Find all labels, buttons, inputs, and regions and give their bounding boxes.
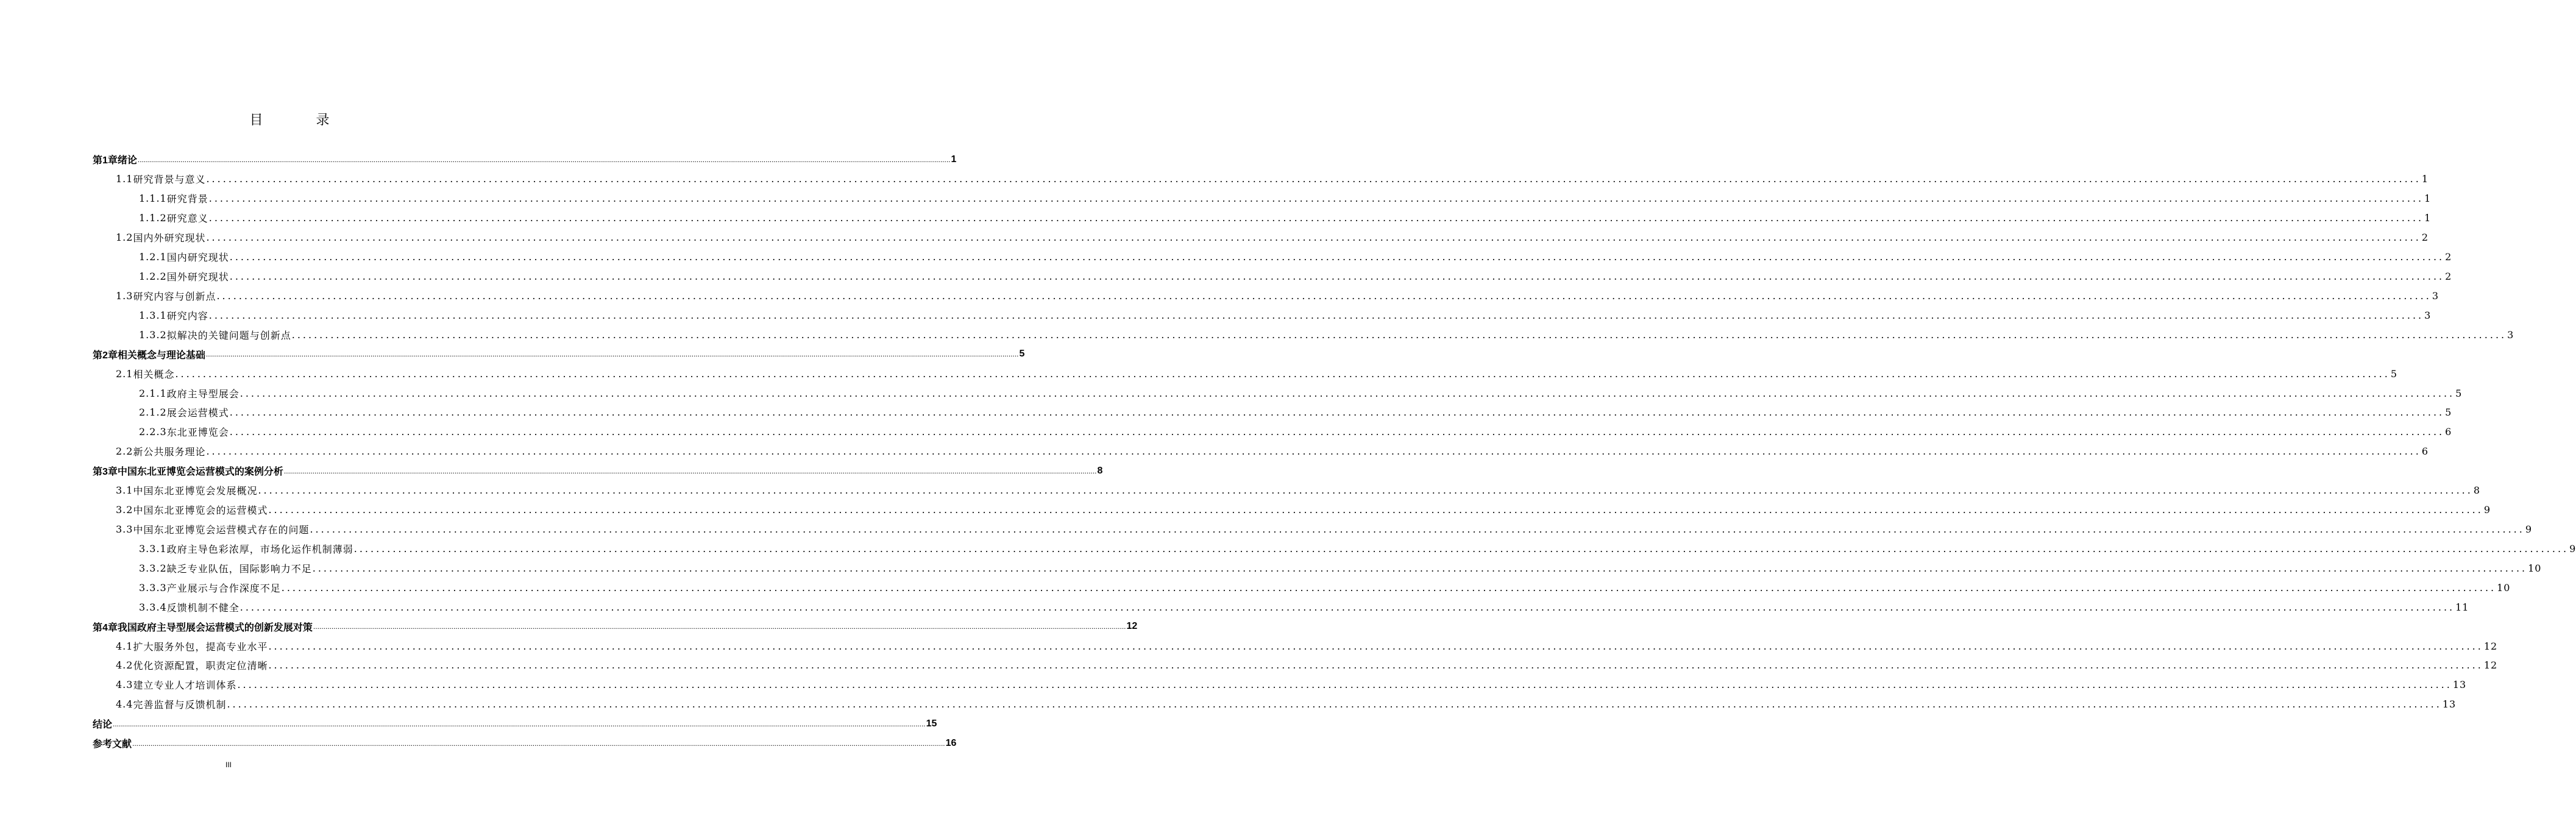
toc-entry-page: 5	[1019, 349, 1025, 360]
toc-entry-title: 参考文献	[93, 739, 132, 750]
toc-entry-number: 3.2	[116, 504, 133, 516]
toc-entry-title: 中国东北亚博览会发展概况	[133, 485, 258, 497]
toc-entry-title: 国内外研究现状	[133, 232, 206, 244]
toc-entry-page: 1	[2424, 193, 2432, 205]
toc-entry-title: 缺乏专业队伍，国际影响力不足	[166, 562, 312, 575]
toc-entry-title: 研究意义	[166, 213, 208, 225]
toc-entry[interactable]	[93, 305, 2432, 325]
toc-entry[interactable]	[93, 617, 1138, 636]
dot-leader: ................................................................................................................................................................................................................................................................................................................................................................................................................	[258, 484, 2473, 497]
toc-entry-page: 16	[945, 737, 957, 748]
toc-entry[interactable]	[93, 442, 2429, 461]
toc-entry-page: 10	[2497, 581, 2511, 594]
toc-entry-title: 东北亚博览会	[166, 427, 229, 439]
dot-leader: ................................................................................................................................................................................................................................................................................................................................................................................................................	[208, 309, 2424, 321]
toc-entry-page: 1	[951, 154, 957, 165]
toc-entry-page: 12	[2483, 659, 2498, 672]
toc-entry-number: 3.3.1	[139, 542, 167, 555]
dot-leader: ................................................................................................................................................................................................................................................................................................................................................................................................................	[132, 739, 945, 748]
toc-entry-page: 12	[1126, 621, 1138, 632]
toc-entry-page: 9	[2569, 542, 2576, 555]
toc-entry-page: 3	[2432, 289, 2439, 302]
toc-entry[interactable]	[93, 714, 937, 734]
dot-leader: ................................................................................................................................................................................................................................................................................................................................................................................................................	[205, 350, 1019, 359]
toc-entry-title: 国外研究现状	[166, 271, 229, 283]
toc-entry-page: 5	[2445, 406, 2452, 419]
table-of-contents	[93, 150, 2576, 753]
toc-entry-page: 13	[2452, 679, 2467, 691]
toc-entry[interactable]	[93, 481, 2481, 500]
dot-leader: ................................................................................................................................................................................................................................................................................................................................................................................................................	[175, 367, 2390, 380]
toc-entry[interactable]	[93, 675, 2467, 695]
toc-entry-number: 3.1	[116, 484, 133, 497]
toc-entry-title: 完善监督与反馈机制	[133, 699, 227, 711]
dot-leader: ................................................................................................................................................................................................................................................................................................................................................................................................................	[237, 679, 2452, 691]
toc-entry-page: 15	[926, 718, 937, 729]
toc-entry-page: 1	[2421, 173, 2429, 185]
toc-entry[interactable]	[93, 247, 2452, 267]
dot-leader: ................................................................................................................................................................................................................................................................................................................................................................................................................	[206, 232, 2421, 244]
dot-leader: ................................................................................................................................................................................................................................................................................................................................................................................................................	[229, 251, 2445, 263]
toc-entry-page: 8	[2473, 484, 2481, 497]
toc-entry[interactable]	[93, 189, 2432, 208]
toc-entry-title: 产业展示与合作深度不足	[166, 582, 281, 594]
toc-entry-title: 国内研究现状	[166, 252, 229, 264]
toc-entry[interactable]	[93, 695, 2457, 714]
toc-entry-page: 6	[2445, 426, 2452, 438]
dot-leader: ................................................................................................................................................................................................................................................................................................................................................................................................................	[208, 212, 2424, 224]
dot-leader: ................................................................................................................................................................................................................................................................................................................................................................................................................	[353, 542, 2569, 555]
toc-entry[interactable]	[93, 539, 2576, 558]
toc-entry[interactable]	[93, 208, 2432, 228]
dot-leader: ................................................................................................................................................................................................................................................................................................................................................................................................................	[206, 173, 2421, 185]
toc-entry-number: 4.3	[116, 679, 133, 691]
toc-entry-number: 2.2	[116, 445, 133, 458]
toc-entry[interactable]	[93, 597, 2469, 617]
toc-entry-number: 4.2	[116, 659, 133, 672]
toc-entry-page: 13	[2442, 698, 2457, 711]
dot-leader: ................................................................................................................................................................................................................................................................................................................................................................................................................	[137, 155, 951, 164]
toc-entry[interactable]	[93, 169, 2429, 189]
dot-leader: ................................................................................................................................................................................................................................................................................................................................................................................................................	[310, 523, 2525, 535]
toc-entry-page: 8	[1097, 465, 1103, 476]
dot-leader: ................................................................................................................................................................................................................................................................................................................................................................................................................	[229, 406, 2445, 419]
toc-entry[interactable]	[93, 578, 2511, 597]
toc-entry-page: 10	[2528, 562, 2542, 574]
toc-entry[interactable]	[93, 383, 2463, 403]
toc-entry-title: 建立专业人才培训体系	[133, 679, 237, 692]
toc-entry-number: 2.1.2	[139, 406, 167, 419]
toc-entry-title: 相关概念与理论基础	[117, 350, 205, 361]
toc-entry-number: 1.1.1	[139, 193, 167, 205]
toc-entry-title: 拟解决的关键问题与创新点	[166, 329, 291, 341]
toc-entry-number: 1.3.1	[139, 309, 167, 321]
dot-leader: ................................................................................................................................................................................................................................................................................................................................................................................................................	[313, 622, 1126, 631]
dot-leader: ................................................................................................................................................................................................................................................................................................................................................................................................................	[268, 504, 2483, 516]
toc-entry-number: 3.3	[116, 523, 133, 535]
toc-entry-title: 研究背景与意义	[133, 174, 206, 186]
toc-entry-title: 研究内容	[166, 310, 208, 322]
toc-entry-title: 研究背景	[166, 193, 208, 205]
dot-leader: ................................................................................................................................................................................................................................................................................................................................................................................................................	[216, 289, 2432, 302]
toc-entry[interactable]	[93, 228, 2429, 247]
toc-entry[interactable]	[93, 150, 957, 169]
page-number: III	[225, 760, 232, 769]
toc-entry[interactable]	[93, 461, 1103, 481]
toc-entry-number: 2.2.3	[139, 426, 167, 438]
toc-entry-title: 展会运营模式	[166, 407, 229, 419]
toc-entry-number: 1.2.2	[139, 270, 167, 282]
toc-entry-number: 2.1	[116, 367, 133, 380]
toc-entry-number: 4.4	[116, 698, 133, 711]
toc-entry-title: 绪论	[117, 155, 137, 166]
toc-entry[interactable]	[93, 422, 2452, 442]
dot-leader: ................................................................................................................................................................................................................................................................................................................................................................................................................	[229, 426, 2445, 438]
toc-entry-page: 12	[2483, 640, 2498, 652]
toc-entry[interactable]	[93, 344, 1025, 364]
dot-leader: ................................................................................................................................................................................................................................................................................................................................................................................................................	[268, 640, 2483, 652]
dot-leader: ................................................................................................................................................................................................................................................................................................................................................................................................................	[227, 698, 2442, 711]
toc-entry-page: 3	[2507, 328, 2514, 341]
toc-entry[interactable]	[93, 734, 957, 753]
toc-entry-number: 4.1	[116, 640, 133, 652]
toc-entry-number: 2.1.1	[139, 387, 167, 399]
toc-entry-number: 3.3.2	[139, 562, 167, 574]
toc-entry[interactable]	[93, 403, 2452, 422]
toc-entry-title: 中国东北亚博览会运营模式的案例分析	[117, 467, 283, 478]
dot-leader: ................................................................................................................................................................................................................................................................................................................................................................................................................	[206, 445, 2421, 458]
toc-entry-page: 2	[2445, 270, 2452, 282]
dot-leader: ................................................................................................................................................................................................................................................................................................................................................................................................................	[240, 601, 2455, 613]
toc-entry-title: 政府主导型展会	[166, 388, 240, 400]
dot-leader: ................................................................................................................................................................................................................................................................................................................................................................................................................	[283, 466, 1097, 475]
toc-entry-title: 政府主导色彩浓厚，市场化运作机制薄弱	[166, 543, 353, 555]
toc-entry-page: 9	[2483, 504, 2491, 516]
page-title: 目 录	[249, 113, 354, 128]
dot-leader: ................................................................................................................................................................................................................................................................................................................................................................................................................	[240, 387, 2455, 399]
toc-entry-number: 1.1.2	[139, 212, 167, 224]
toc-entry-page: 2	[2445, 251, 2452, 263]
toc-entry[interactable]	[93, 500, 2491, 520]
toc-entry[interactable]	[93, 325, 2514, 344]
toc-entry-number: 1.1	[116, 173, 133, 185]
toc-entry-title: 优化资源配置，职责定位清晰	[133, 660, 268, 672]
dot-leader: ................................................................................................................................................................................................................................................................................................................................................................................................................	[229, 270, 2445, 282]
toc-entry-number: 第2章	[93, 350, 118, 361]
toc-entry[interactable]	[93, 558, 2542, 578]
dot-leader: ................................................................................................................................................................................................................................................................................................................................................................................................................	[291, 328, 2507, 341]
dot-leader: ................................................................................................................................................................................................................................................................................................................................................................................................................	[312, 562, 2528, 574]
toc-entry-title: 新公共服务理论	[133, 446, 206, 458]
toc-entry-number: 第1章	[93, 155, 118, 166]
dot-leader: ................................................................................................................................................................................................................................................................................................................................................................................................................	[281, 581, 2497, 594]
toc-entry-title: 中国东北亚博览会的运营模式	[133, 505, 268, 517]
toc-entry-number: 1.3	[116, 289, 133, 302]
dot-leader: ................................................................................................................................................................................................................................................................................................................................................................................................................	[268, 659, 2483, 672]
toc-entry-page: 5	[2455, 387, 2463, 399]
toc-entry-number: 3.3.3	[139, 581, 167, 594]
toc-entry-page: 5	[2390, 367, 2398, 380]
toc-entry-title: 中国东北亚博览会运营模式存在的问题	[133, 523, 310, 536]
toc-entry-title: 结论	[93, 720, 113, 731]
toc-entry[interactable]	[93, 286, 2439, 305]
toc-entry-page: 3	[2424, 309, 2432, 321]
toc-entry-title: 我国政府主导型展会运营模式的创新发展对策	[117, 622, 313, 633]
toc-entry-page: 6	[2421, 445, 2429, 458]
toc-entry-number: 3.3.4	[139, 601, 167, 613]
toc-entry-page: 9	[2525, 523, 2533, 535]
toc-entry-page: 2	[2421, 232, 2429, 244]
toc-entry-title: 研究内容与创新点	[133, 290, 216, 302]
toc-entry-title: 反馈机制不健全	[166, 601, 240, 614]
toc-entry[interactable]	[93, 267, 2452, 286]
toc-entry-number: 1.2	[116, 232, 133, 244]
toc-entry-number: 1.3.2	[139, 328, 167, 341]
toc-entry[interactable]	[93, 364, 2398, 383]
toc-entry-title: 扩大服务外包，提高专业水平	[133, 640, 268, 653]
toc-entry-number: 第3章	[93, 467, 118, 478]
dot-leader: ................................................................................................................................................................................................................................................................................................................................................................................................................	[208, 193, 2424, 205]
toc-entry-page: 11	[2455, 601, 2469, 613]
toc-entry-page: 1	[2424, 212, 2432, 224]
toc-entry[interactable]	[93, 636, 2498, 656]
toc-entry-number: 第4章	[93, 622, 118, 633]
toc-entry-number: 1.2.1	[139, 251, 167, 263]
toc-entry[interactable]	[93, 520, 2533, 539]
dot-leader: ................................................................................................................................................................................................................................................................................................................................................................................................................	[113, 719, 926, 728]
toc-entry-title: 相关概念	[133, 368, 175, 380]
toc-entry[interactable]	[93, 656, 2498, 675]
